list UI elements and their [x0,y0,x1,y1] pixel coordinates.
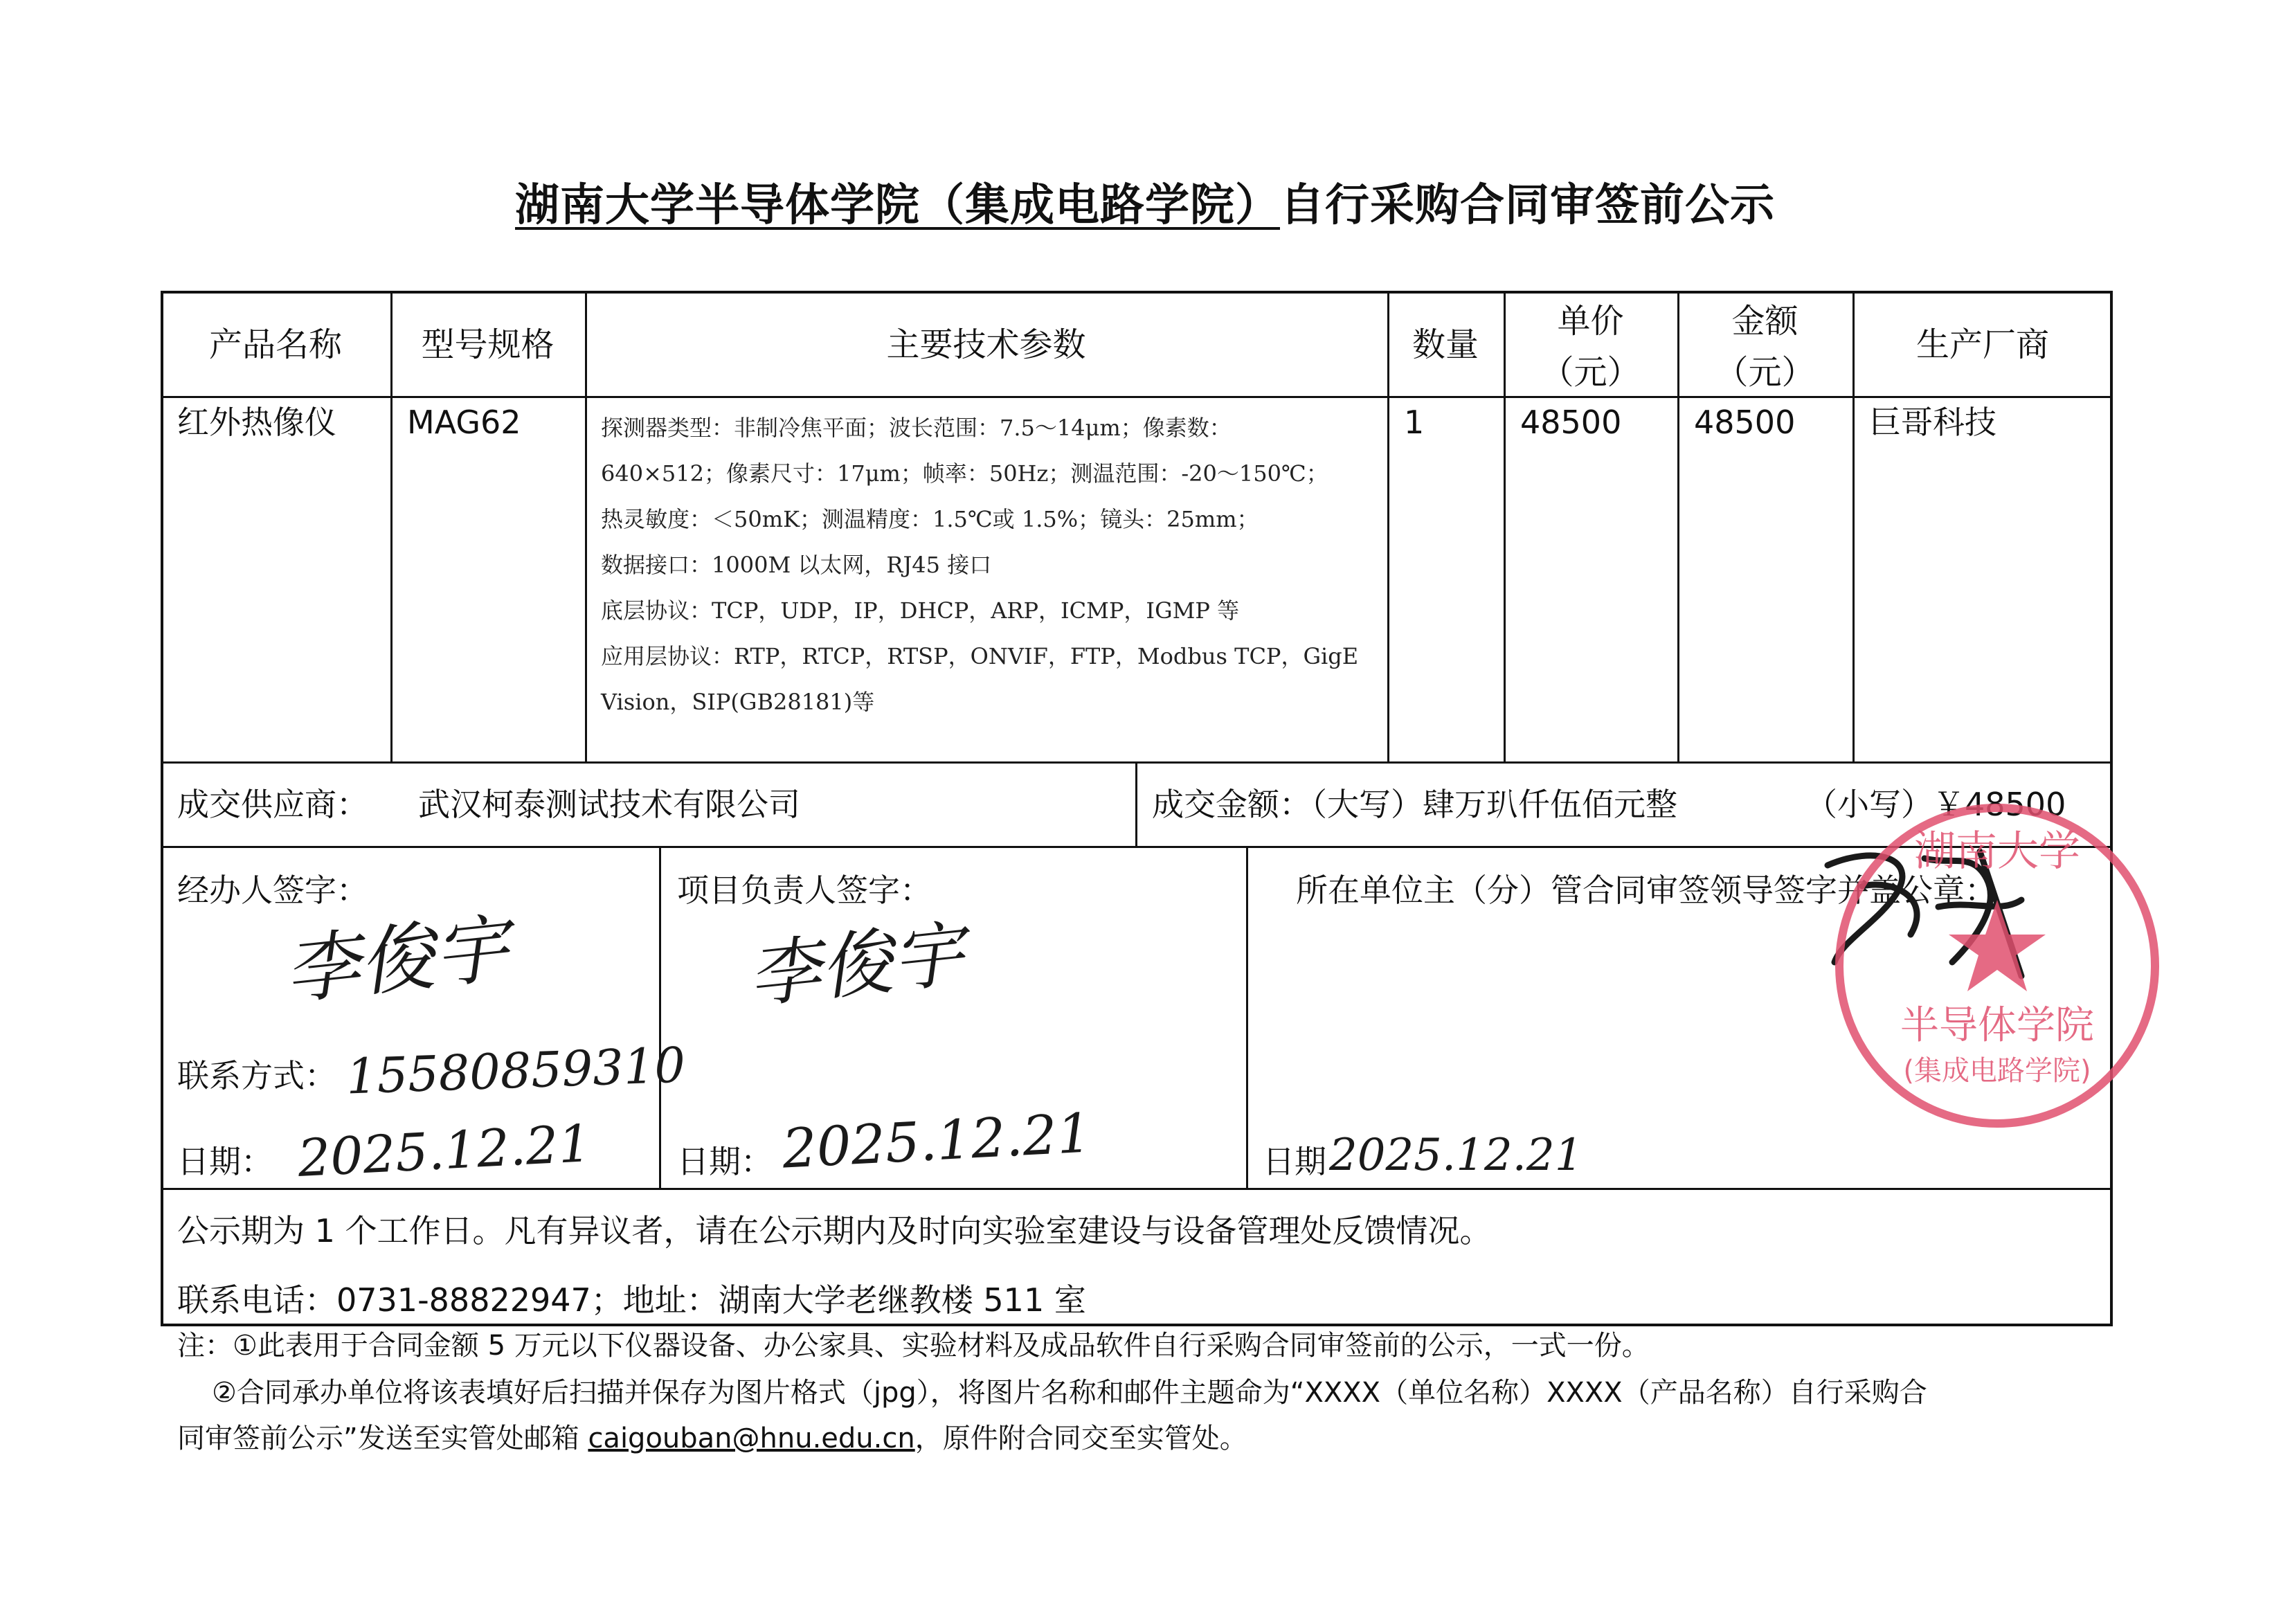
footnote-3 [177,1416,1247,1461]
notice-line-1: 公示期为 1 个工作日。凡有异议者，请在公示期内及时向实验室建设与设备管理处反馈情况。 [177,1212,1492,1249]
cell-product: 红外热像仪 [177,404,336,441]
rule-signatures [161,1188,2113,1190]
title-underlined: 湖南大学半导体学院（集成电路学院） [515,180,1280,231]
page-title [0,170,2290,233]
cell-qty: 1 [1404,404,1425,441]
param-line: 热灵敏度：＜50mK；测温精度：1.5℃或 1.5%；镜头：25mm； [601,506,1259,532]
notice-line-2: 联系电话：0731-88822947；地址：湖南大学老继教楼 511 室 [177,1281,1086,1319]
header-unit-price: 单价 [1557,302,1624,341]
footnote-3-text-b: ，原件附合同交至实管处。 [914,1423,1247,1454]
handler-contact: 15580859310 [345,1036,687,1106]
unit-sign-label: 所在单位主（分）管合同审签领导签字并盖公章： [1296,872,1996,909]
param-line: 应用层协议：RTP，RTCP，RTSP，ONVIF，FTP，Modbus TCP，GigE [601,643,1359,669]
header-unit-price-unit: （元） [1540,353,1641,392]
handler-contact-label: 联系方式： [177,1057,336,1094]
header-amount: 金额 [1731,302,1798,341]
param-line: Vision，SIP(GB28181)等 [601,689,875,715]
supplier-label: 成交供应商： [177,786,368,823]
param-line: 640×512；像素尺寸：17μm；帧率：50Hz；测温范围：-20～150℃； [601,460,1328,487]
header-maker: 生产厂商 [1915,325,2049,364]
handler-date-label: 日期： [177,1143,273,1180]
title-rest: 自行采购合同审签前公示 [1280,180,1775,231]
cell-maker: 巨哥科技 [1869,404,1996,441]
header-model: 型号规格 [421,325,555,364]
header-params: 主要技术参数 [886,325,1086,364]
footnote-2: ②合同承办单位将该表填好后扫描并保存为图片格式（jpg），将图片名称和邮件主题命为“XXXX（单位名称）XXXX（产品名称）自行采购合 [212,1377,1927,1409]
sign-divider-1 [659,846,661,1188]
email-link[interactable]: caigouban@hnu.edu.cn [588,1423,915,1454]
header-amount-unit: （元） [1715,353,1815,392]
cell-params [601,405,1376,725]
param-line: 数据接口：1000M 以太网，RJ45 接口 [601,552,992,578]
seal-mid-text: 半导体学院 [1900,1003,2094,1048]
leader-sign-label: 项目负责人签字： [677,872,932,909]
sign-divider-2 [1246,846,1248,1188]
footnote-3-text-a: 同审签前公示”发送至实管处邮箱 [177,1423,588,1454]
cell-model: MAG62 [407,404,521,441]
cell-amount: 48500 [1694,404,1796,441]
param-line: 底层协议：TCP，UDP，IP，DHCP，ARP，ICMP，IGMP 等 [601,597,1240,624]
deal-amount-small: （小写）￥48500 [1805,786,2066,823]
header-product: 产品名称 [208,325,342,364]
footnote-1: 注：①此表用于合同金额 5 万元以下仪器设备、办公家具、实验材料及成品软件自行采购合同审签前的公示，一式一份。 [177,1330,1650,1362]
handler-date: 2025.12.21 [296,1113,593,1189]
unit-date-label: 日期 [1263,1143,1326,1180]
leader-signature: 李俊宇 [744,911,968,1018]
header-qty: 数量 [1412,325,1479,364]
handler-signature: 李俊宇 [280,905,513,1016]
official-seal-icon [1828,796,2167,1135]
leader-date: 2025.12.21 [780,1102,1093,1181]
handler-sign-label: 经办人签字： [177,872,368,909]
deal-amount-label: 成交金额：（大写）肆万玐仟伍佰元整 [1152,786,1677,823]
supplier-name: 武汉柯泰测试技术有限公司 [418,786,800,823]
leader-date-label: 日期： [677,1143,773,1180]
cell-unit-price: 48500 [1520,404,1622,441]
seal-bottom-text: (集成电路学院) [1903,1055,2091,1087]
unit-date: 2025.12.21 [1329,1130,1583,1181]
param-line: 探测器类型：非制冷焦平面；波长范围：7.5～14μm；像素数： [601,415,1232,441]
seal-top-text: 湖南大学 [1914,827,2080,876]
supplier-divider [1135,761,1137,846]
